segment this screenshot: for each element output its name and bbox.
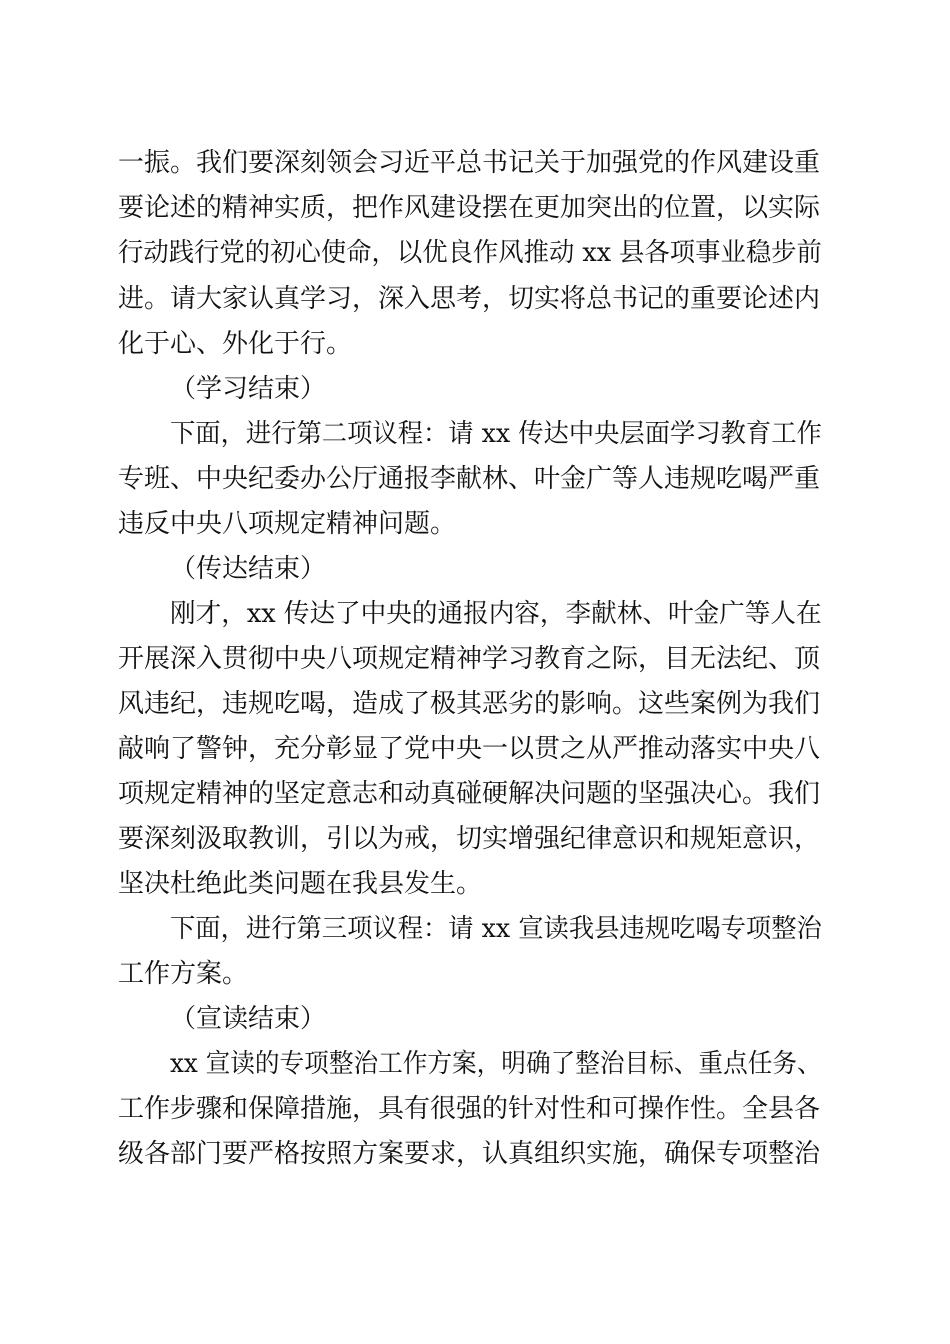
text-line: 进。请大家认真学习，深入思考，切实将总书记的重要论述内: [118, 284, 821, 314]
text-line: 化于心、外化于行。: [118, 329, 353, 359]
text-line: 工作步骤和保障措施，具有很强的针对性和可操作性。全县各: [118, 1094, 821, 1124]
text-line: 行动践行党的初心使命，以优良作风推动 xx 县各项事业稳步前: [118, 238, 822, 268]
text-line: 坚决杜绝此类问题在我县发生。: [118, 869, 483, 899]
text-line: 刚才，xx 传达了中央的通报内容，李献林、叶金广等人在: [170, 599, 822, 629]
text-line: 专班、中央纪委办公厅通报李献林、叶金广等人违规吃喝严重: [118, 464, 821, 494]
text-line: 一振。我们要深刻领会习近平总书记关于加强党的作风建设重: [118, 148, 821, 178]
text-line: （传达结束）: [170, 554, 327, 584]
text-line: 下面，进行第三项议程：请 xx 宣读我县违规吃喝专项整治: [170, 914, 822, 944]
text-line: 工作方案。: [118, 959, 249, 989]
text-line: 违反中央八项规定精神问题。: [118, 509, 457, 539]
text-line: 要深刻汲取教训，引以为戒，切实增强纪律意识和规矩意识，: [118, 824, 821, 854]
text-line: （宣读结束）: [170, 1004, 327, 1034]
text-line: 要论述的精神实质，把作风建设摆在更加突出的位置，以实际: [118, 193, 821, 223]
text-line: 下面，进行第二项议程：请 xx 传达中央层面学习教育工作: [170, 419, 822, 449]
text-line: xx 宣读的专项整治工作方案，明确了整治目标、重点任务、: [170, 1049, 822, 1079]
text-line: 敲响了警钟，充分彰显了党中央一以贯之从严推动落实中央八: [118, 734, 821, 764]
text-line: 项规定精神的坚定意志和动真碰硬解决问题的坚强决心。我们: [118, 779, 821, 809]
text-line: 开展深入贯彻中央八项规定精神学习教育之际，目无法纪、顶: [118, 644, 821, 674]
text-line: 风违纪，违规吃喝，造成了极其恶劣的影响。这些案例为我们: [118, 689, 821, 719]
text-line: 级各部门要严格按照方案要求，认真组织实施，确保专项整治: [118, 1139, 821, 1169]
text-line: （学习结束）: [170, 374, 327, 404]
